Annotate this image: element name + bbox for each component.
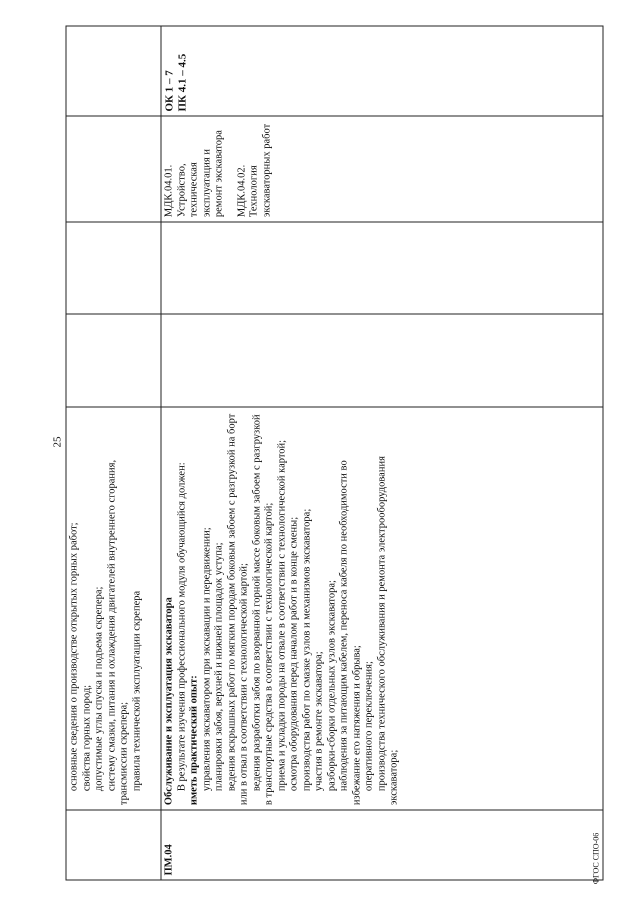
table-row-continuation xyxy=(66,26,161,880)
list-item: основные сведения о производстве открытых горных работ; xyxy=(68,522,80,792)
page-number: 25 xyxy=(51,436,64,448)
list-item: систему смазки, питания и охлаждения двигателей внутреннего сгорания, трансмиссии скрепера; xyxy=(106,459,130,806)
cell-code-empty xyxy=(66,810,161,880)
cell-empty xyxy=(66,222,161,315)
mdk-item: МДК.04.02. Технология экскаваторных работ xyxy=(236,123,272,218)
list-item: допустимые углы спуска и подъема скрепера; xyxy=(93,586,105,792)
list-item: планировки забоя, верхней и нижней площадок уступа; xyxy=(213,542,225,792)
cell-competencies xyxy=(161,26,603,116)
list-item: управления экскаватором при экскавации и передвижении; xyxy=(201,527,212,792)
list-item: ведения вскрышных работ по мягким породам боковым забоем с разгрузкой на борт или в отвал в соответствии с технологической картой; xyxy=(226,413,250,806)
list-item: ведения разработки забоя по взорванной горной массе боковым забоем с разгрузкой в транспортные средства в соответствии с технологической картой; xyxy=(251,414,275,806)
competency-pk: ПК 4.1 – 4.5 xyxy=(176,53,188,112)
competency-ok: ОК 1 – 7 xyxy=(163,70,176,112)
module-intro: В результате изучения профессионального модуля обучающийся должен: xyxy=(176,462,187,792)
cell-empty xyxy=(66,116,161,222)
list-item: свойства горных пород; xyxy=(81,684,92,792)
cell-empty xyxy=(66,314,161,407)
practical-label: иметь практический опыт: xyxy=(188,675,200,806)
list-item: приема и укладки породы на отвале в соответствии с технологической картой; xyxy=(276,439,287,792)
list-item: участия в ремонте экскаватора; xyxy=(313,651,325,792)
rotated-sheet xyxy=(66,26,604,881)
footer-mark: ФГОС СПО-06 xyxy=(591,832,601,885)
cell-empty xyxy=(161,314,603,407)
cell-empty xyxy=(66,26,161,116)
cell-content-continuation xyxy=(66,407,161,810)
list-item: производства технического обслуживания и ремонта электрооборудования экскаватора; xyxy=(376,456,400,806)
mdk-item: МДК.04.01. Устройство, техническая эксплуатация и ремонт экскаватора xyxy=(163,130,225,218)
curriculum-table xyxy=(66,26,604,881)
table-row-pm04 xyxy=(161,26,603,880)
list-item: разборки-сборки отдельных узлов экскаватора; xyxy=(326,580,337,792)
spacer xyxy=(226,121,236,218)
list-item: оперативного переключения; xyxy=(363,661,375,792)
list-item: осмотра оборудования перед началом работ и в конце смены; xyxy=(288,516,300,792)
list-item: наблюдения за питающим кабелем, переноса кабеля по необходимости во избежание его натяжения и обрыва; xyxy=(338,460,362,806)
list-item: производства работ по смазке узлов и механизмов экскаватора; xyxy=(301,508,312,792)
cell-module-code: ПМ.04 xyxy=(161,810,603,880)
cell-mdk xyxy=(161,116,603,222)
cell-empty xyxy=(161,222,603,315)
list-item: правила технической эксплуатации скрепера xyxy=(131,590,142,792)
cell-module-content xyxy=(161,407,603,810)
module-title: Обслуживание и эксплуатация экскаватора xyxy=(163,597,175,806)
